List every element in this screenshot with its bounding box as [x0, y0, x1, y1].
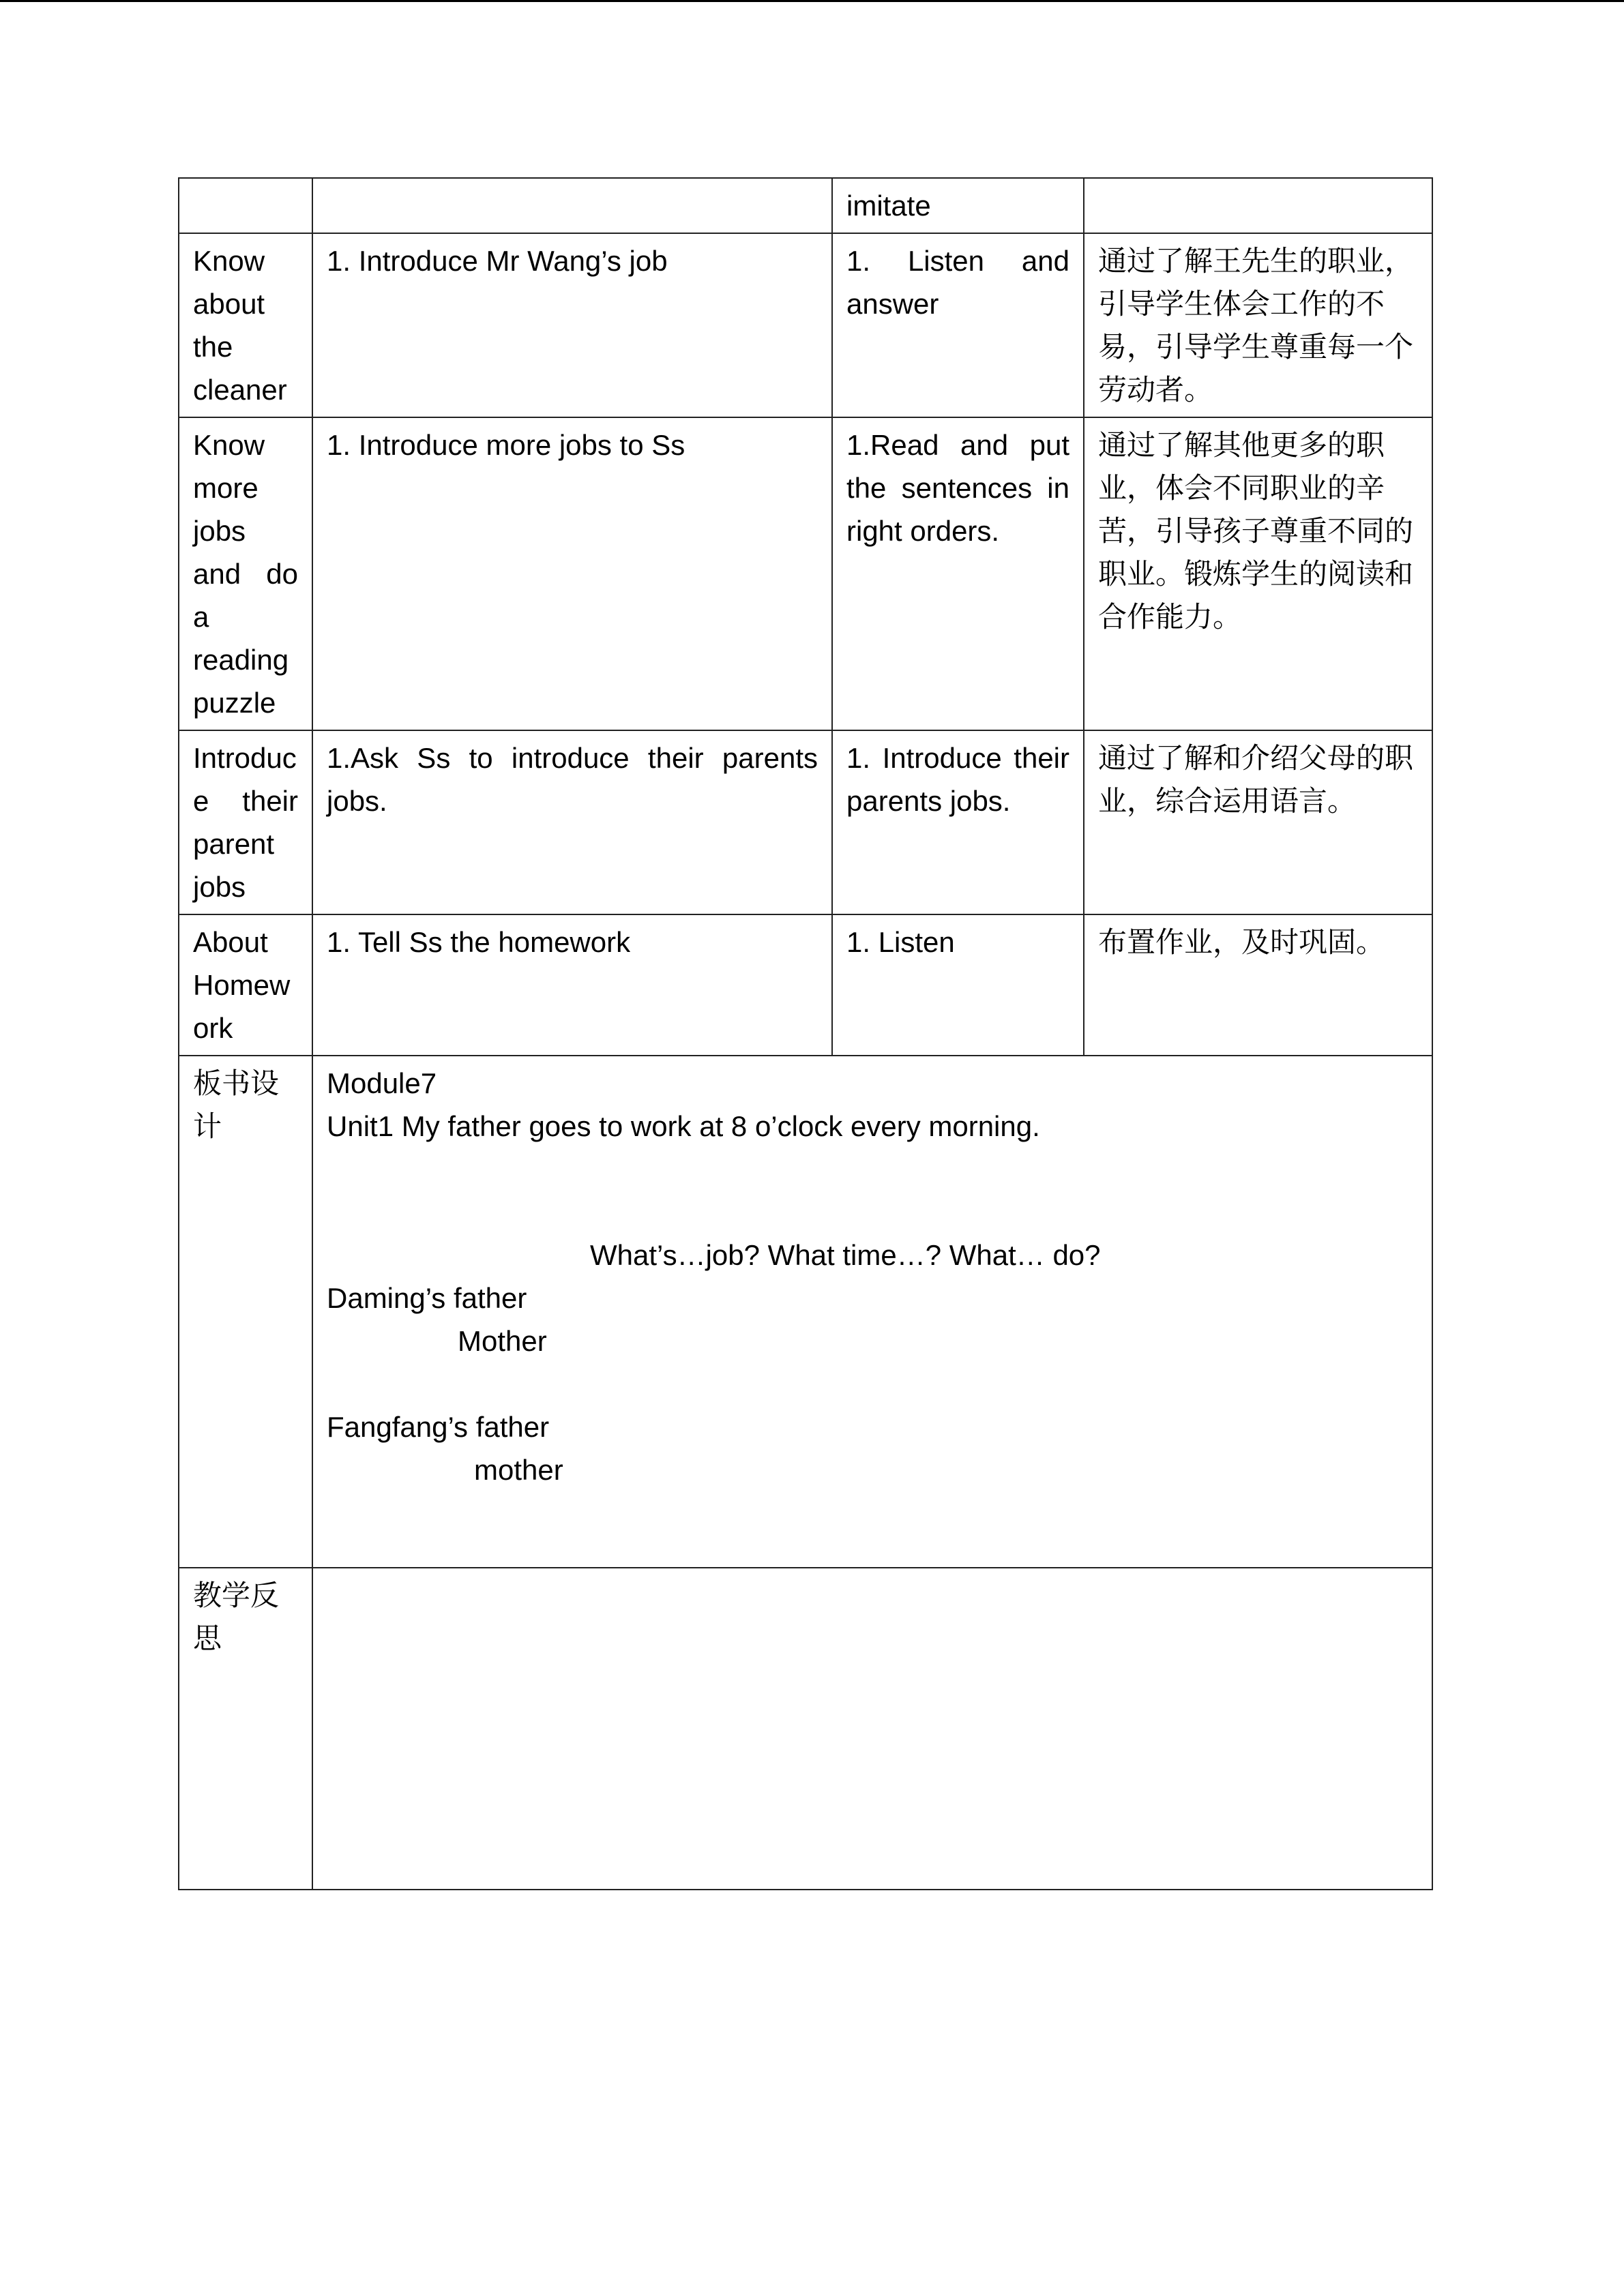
board-module: Module7: [327, 1067, 437, 1099]
table-row: [179, 233, 1432, 417]
board-unit: Unit1 My father goes to work at 8 o’clock every morning.: [327, 1110, 1040, 1142]
board-design-label: 板书设计: [179, 1056, 312, 1568]
student-activity-cell: 1. Listen: [832, 914, 1084, 1056]
teacher-activity-cell: 1.Ask Ss to introduce their parents jobs.: [312, 730, 832, 914]
page-top-border: [0, 0, 1624, 2]
table-row: [179, 417, 1432, 730]
step-cell: Introduce their parent jobs: [179, 730, 312, 914]
board-daming-mother: Mother: [458, 1325, 547, 1357]
step-cell: [179, 178, 312, 233]
teacher-activity-cell: 1. Introduce Mr Wang’s job: [312, 233, 832, 417]
board-daming-father: Daming’s father: [327, 1282, 527, 1314]
reflection-label: 教学反思: [179, 1568, 312, 1890]
student-activity-cell: 1.Read and put the sentences in right orders.: [832, 417, 1084, 730]
board-design-content: [312, 1056, 1432, 1568]
step-cell: About Homework: [179, 914, 312, 1056]
table-row: [179, 914, 1432, 1056]
board-design-row: [179, 1056, 1432, 1568]
student-activity-cell: 1. Listen and answer: [832, 233, 1084, 417]
teacher-activity-cell: 1. Tell Ss the homework: [312, 914, 832, 1056]
purpose-cell: 通过了解王先生的职业，引导学生体会工作的不易，引导学生尊重每一个劳动者。: [1084, 233, 1432, 417]
purpose-cell: [1084, 178, 1432, 233]
reflection-row: [179, 1568, 1432, 1890]
board-fangfang-mother: mother: [474, 1454, 563, 1486]
purpose-cell: 布置作业，及时巩固。: [1084, 914, 1432, 1056]
step-cell: Know more jobs and do a reading puzzle: [179, 417, 312, 730]
student-activity-cell: imitate: [832, 178, 1084, 233]
student-activity-cell: 1. Introduce their parents jobs.: [832, 730, 1084, 914]
purpose-cell: 通过了解和介绍父母的职业，综合运用语言。: [1084, 730, 1432, 914]
board-fangfang-father: Fangfang’s father: [327, 1411, 550, 1443]
purpose-cell: 通过了解其他更多的职业，体会不同职业的辛苦，引导孩子尊重不同的职业。锻炼学生的阅读和合作能力。: [1084, 417, 1432, 730]
table-row: [179, 178, 1432, 233]
board-questions: What’s…job? What time…? What… do?: [590, 1239, 1101, 1271]
teacher-activity-cell: 1. Introduce more jobs to Ss: [312, 417, 832, 730]
lesson-plan-table: [178, 177, 1433, 1890]
reflection-content: [312, 1568, 1432, 1890]
table-row: [179, 730, 1432, 914]
step-cell: Know about the cleaner: [179, 233, 312, 417]
teacher-activity-cell: [312, 178, 832, 233]
